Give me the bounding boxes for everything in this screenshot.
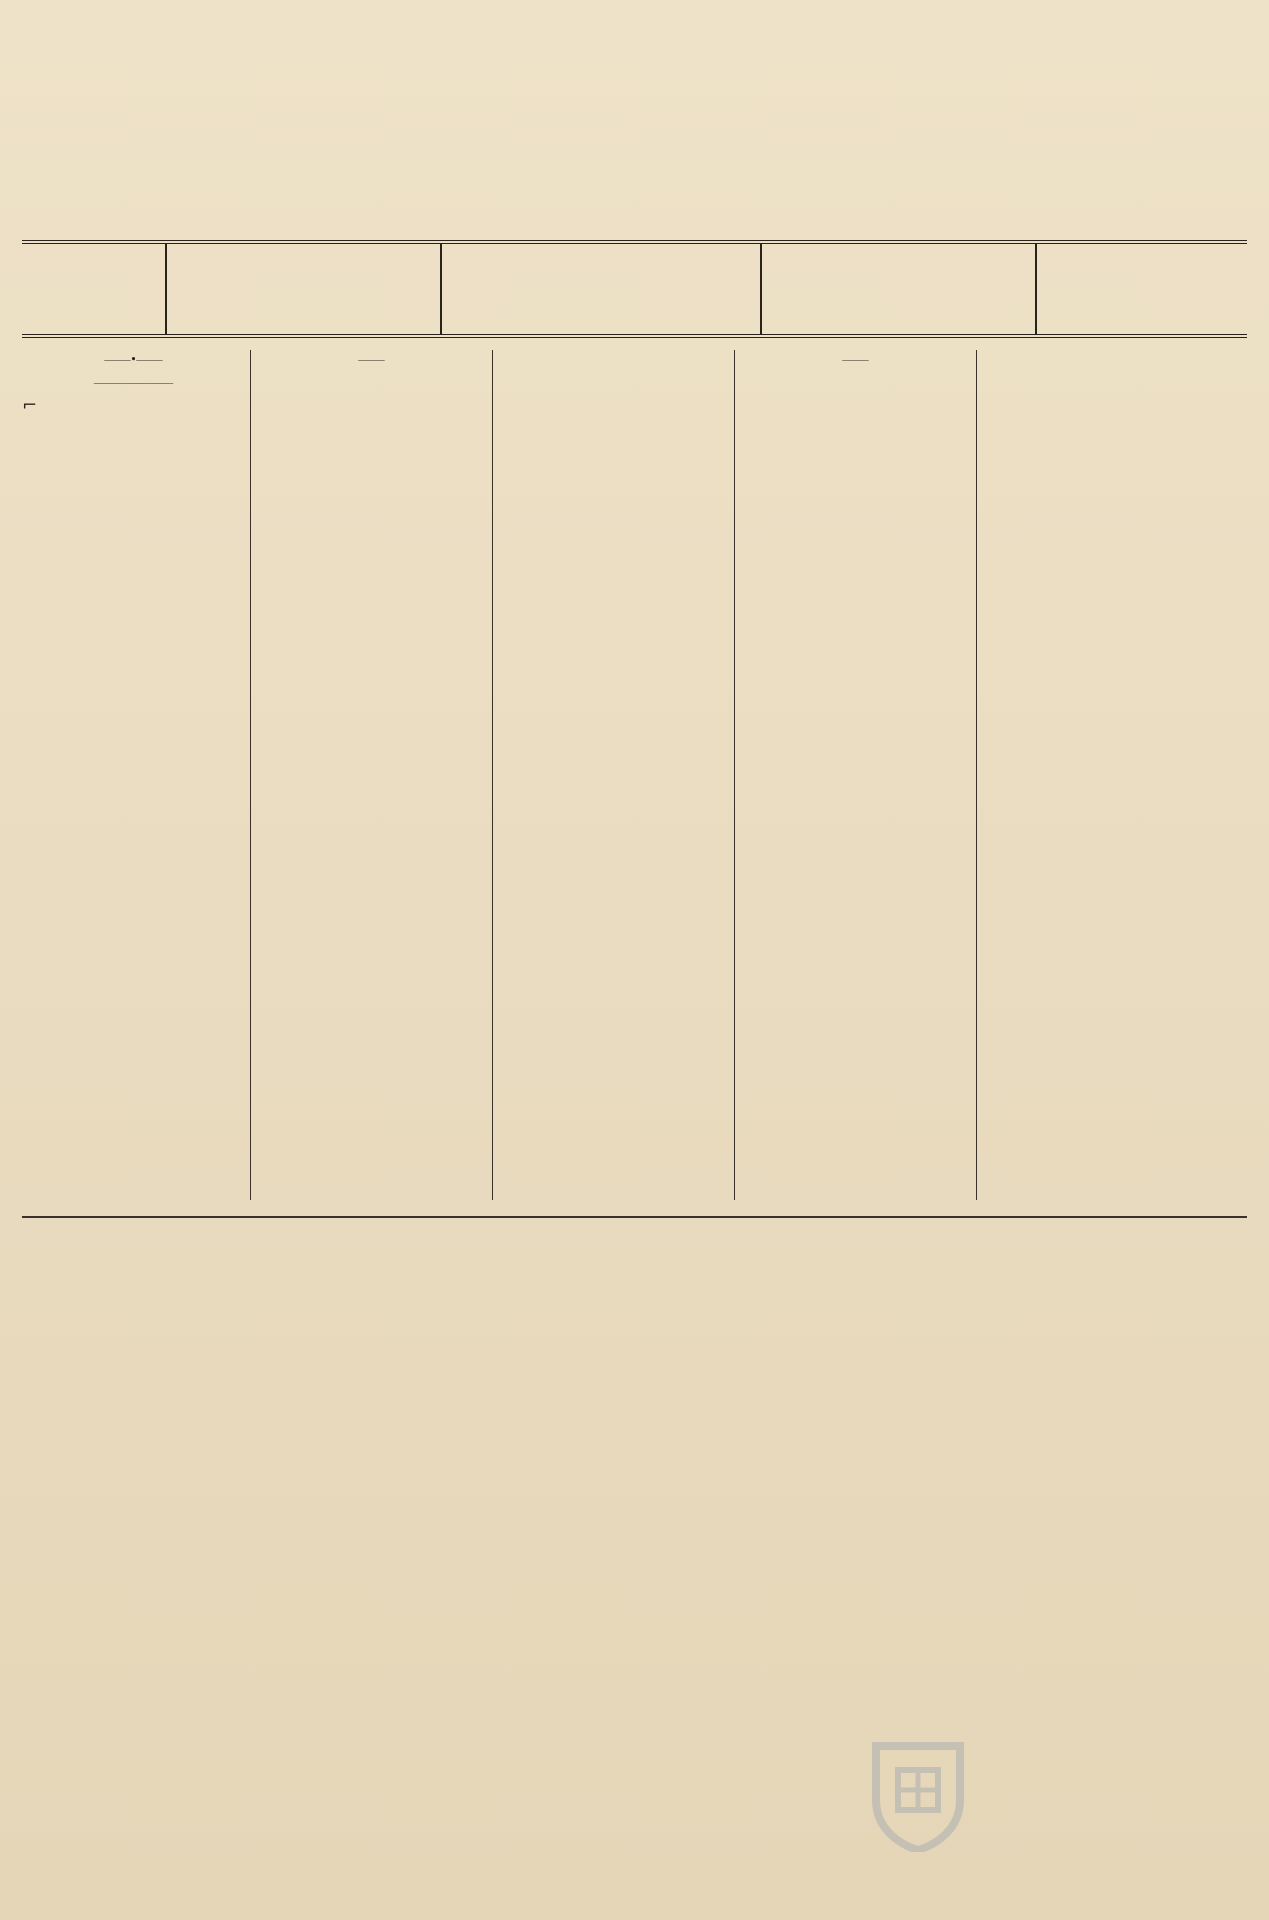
front-columns xyxy=(22,346,1247,1216)
ornament-divider: ⸻ xyxy=(841,353,869,366)
masthead xyxy=(0,30,1269,32)
column-rule xyxy=(250,350,251,1200)
column-rule xyxy=(976,350,977,1200)
info-bar xyxy=(22,240,1247,338)
column-rule xyxy=(492,350,493,1200)
ecos-madrid-column xyxy=(256,346,486,1206)
ornament-divider: ⸻ xyxy=(357,353,385,366)
archive-watermark xyxy=(860,1740,1190,1860)
section-divider xyxy=(22,1216,1247,1218)
subscription-point xyxy=(762,244,1037,334)
year-cell xyxy=(22,244,167,334)
subscription-prices xyxy=(167,244,442,334)
date-cell xyxy=(442,244,762,334)
shield-emblem-icon xyxy=(868,1740,968,1852)
column-rule xyxy=(734,350,735,1200)
cette-continued-column xyxy=(982,346,1207,1206)
number-cell xyxy=(1037,244,1247,334)
end-dash: ⌐ xyxy=(22,394,38,416)
hotel-colon-column xyxy=(22,346,244,1206)
folletin-column xyxy=(22,1352,414,1872)
ornament-divider: ⸻⸻⸻ xyxy=(93,376,173,390)
ecos-continued-column xyxy=(498,346,728,1206)
folletin-column xyxy=(490,1352,882,1872)
ornament-divider: ⸻•⸻ xyxy=(103,353,163,366)
ecos-end-column xyxy=(740,346,970,1206)
